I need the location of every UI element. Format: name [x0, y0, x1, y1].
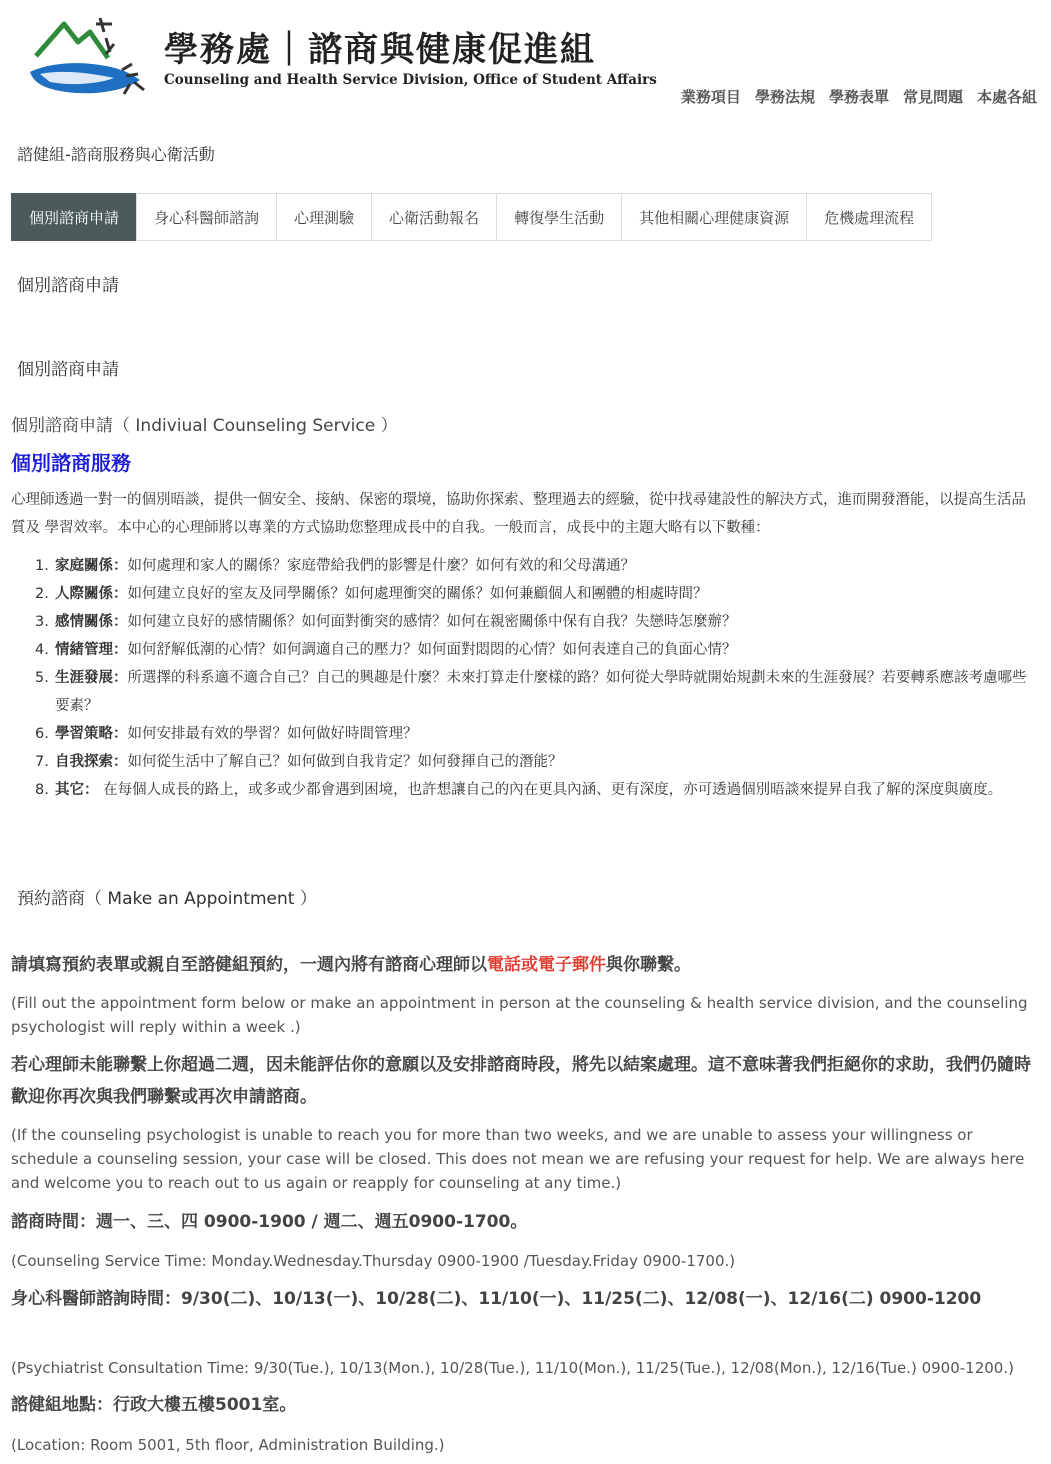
topic-list — [35, 552, 1030, 804]
nav-business-items[interactable]: 業務項目 — [680, 88, 741, 106]
list-item: 1. 家庭關係：如何處理和家人的關係？家庭帶給我們的影響是什麼？如何有效的和父母溝通？ — [35, 558, 635, 574]
location: 諮健組地點：行政大樓五樓5001室。 — [11, 1395, 297, 1415]
site-subtitle: Counseling and Health Service Division, Office of Student Affairs — [164, 72, 657, 88]
list-item: 6. 學習策略：如何安排最有效的學習？如何做好時間管理？ — [35, 726, 418, 742]
section-subheading: 個別諮商申請 — [17, 360, 119, 380]
site-title[interactable]: 學務處｜諮商與健康促進組 — [164, 30, 596, 70]
university-logo-icon[interactable] — [26, 14, 150, 100]
list-item: 8. 其它： 在每個人成長的路上，或多或少都會遇到困境，也許想讓自己的內在更具內涵、更有深度，亦可透過個別晤談來提昇自我了解的深度與廣度。 — [35, 782, 1003, 798]
case-closure-notice-en: (If the counseling psychologist is unable to reach you for more than two weeks, and we are unable to assess your willingness or schedule a counseling session, your case will be closed. This does not mean we are refusing your request for help. We are always here and welcome you to reach out to us again or reapply for counseling at any time.) — [11, 1126, 1025, 1192]
nav-regulations[interactable]: 學務法規 — [754, 88, 815, 106]
tab-other-resources[interactable]: 其他相關心理健康資源 — [621, 193, 807, 241]
psychiatrist-hours-en: (Psychiatrist Consultation Time: 9/30(Tue.), 10/13(Mon.), 10/28(Tue.), 11/10(Mon.), 11/25(Tue.), 12/08(Mon.), 12/16(Tue.) 0900-1200.) — [11, 1359, 1014, 1377]
appointment-heading: 預約諮商（ Make an Appointment ） — [17, 889, 317, 909]
service-title: 個別諮商申請（ Indiviual Counseling Service ） — [11, 416, 398, 436]
psychiatrist-hours: 身心科醫師諮詢時間：9/30(二)、10/13(一)、10/28(二)、11/10(一)、11/25(二)、12/08(一)、12/16(二) 0900-1200 — [11, 1289, 982, 1309]
page-title: 諮健組-諮商服務與心衛活動 — [17, 145, 215, 164]
list-item: 4. 情緒管理：如何舒解低潮的心情？如何調適自己的壓力？如何面對悶悶的心情？如何表達自己的負面心情？ — [35, 642, 737, 658]
intro-paragraph: 心理師透過一對一的個別晤談，提供一個安全、接納、保密的環境，協助你探索、整理過去的經驗，從中找尋建設性的解決方式，進而開發潛能，以提高生活品質及 學習效率。本中心的心理師將以專業的方式協助您整理成長中的自我。一般而言，成長中的主題大略有以下數種： — [11, 492, 1026, 536]
tab-crisis-procedure[interactable]: 危機處理流程 — [806, 193, 932, 241]
counseling-hours: 諮商時間：週一、三、四 0900-1900 / 週二、週五0900-1700。 — [11, 1212, 528, 1232]
tab-psychological-test[interactable]: 心理測驗 — [276, 193, 372, 241]
service-tabs — [11, 193, 931, 241]
appointment-instructions-en: (Fill out the appointment form below or make an appointment in person at the counseling & health service division, and the counseling psychologist will reply within a week .) — [11, 994, 1028, 1036]
site-header — [0, 0, 1051, 118]
service-blue-heading: 個別諮商服務 — [11, 451, 131, 475]
tab-psychiatrist-consultation[interactable]: 身心科醫師諮詢 — [136, 193, 277, 241]
list-item: 5. 生涯發展：所選擇的科系適不適合自己？自己的興趣是什麼？未來打算走什麼樣的路？如何從大學時就開始規劃未來的生涯發展？若要轉系應該考慮哪些要素？ — [35, 670, 1027, 714]
contact-method-highlight: 電話或電子郵件 — [487, 955, 606, 975]
nav-forms[interactable]: 學務表單 — [828, 88, 889, 106]
nav-divisions[interactable]: 本處各組 — [976, 88, 1037, 106]
tab-individual-counseling[interactable]: 個別諮商申請 — [11, 193, 137, 241]
section-heading: 個別諮商申請 — [17, 276, 119, 296]
list-item: 2. 人際關係：如何建立良好的室友及同學關係？如何處理衝突的關係？如何兼顧個人和團體的相處時間？ — [35, 586, 708, 602]
case-closure-notice: 若心理師未能聯繫上你超過二週，因未能評估你的意願以及安排諮商時段，將先以結案處理。這不意味著我們拒絕你的求助，我們仍隨時歡迎你再次與我們聯繫或再次申請諮商。 — [11, 1055, 1031, 1107]
tab-mental-health-activities[interactable]: 心衛活動報名 — [371, 193, 497, 241]
nav-faq[interactable]: 常見問題 — [902, 88, 963, 106]
tab-returning-student-activities[interactable]: 轉復學生活動 — [496, 193, 622, 241]
list-item: 7. 自我探索：如何從生活中了解自己？如何做到自我肯定？如何發揮自己的潛能？ — [35, 754, 563, 770]
appointment-instructions: 請填寫預約表單或親自至諮健組預約，一週內將有諮商心理師以電話或電子郵件與你聯繫。 — [11, 955, 691, 975]
counseling-hours-en: (Counseling Service Time: Monday.Wednesday.Thursday 0900-1900 /Tuesday.Friday 0900-1700.) — [11, 1252, 736, 1270]
list-item: 3. 感情關係：如何建立良好的感情關係？如何面對衝突的感情？如何在親密關係中保有自我？失戀時怎麼辦？ — [35, 614, 737, 630]
location-en: (Location: Room 5001, 5th floor, Administration Building.) — [11, 1436, 445, 1454]
top-navigation — [681, 86, 1037, 107]
